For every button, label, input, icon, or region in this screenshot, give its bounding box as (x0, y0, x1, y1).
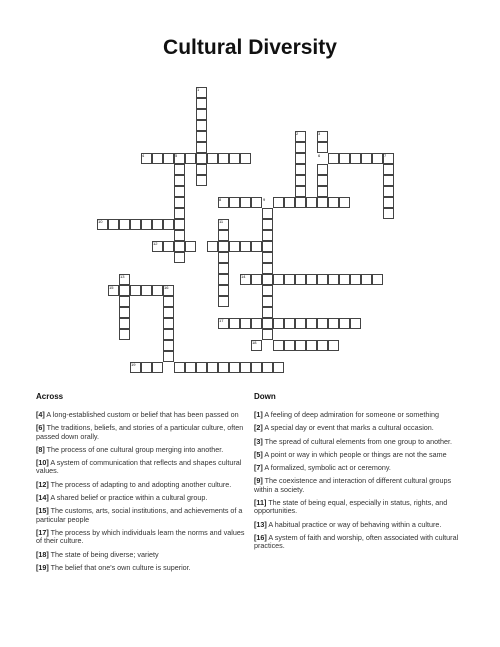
grid-cell[interactable] (251, 362, 262, 373)
grid-cell[interactable] (174, 219, 185, 230)
grid-cell[interactable] (262, 274, 273, 285)
clue-label: [9] (254, 476, 263, 486)
grid-cell[interactable] (262, 296, 273, 307)
grid-cell[interactable] (339, 274, 350, 285)
clue-text: A point or way in which people or things are not the same (262, 449, 447, 459)
clue-label: [12] (36, 479, 49, 489)
grid-cell[interactable] (196, 164, 207, 175)
grid-cell[interactable] (372, 274, 383, 285)
clue-label: [13] (254, 519, 267, 529)
grid-cell[interactable] (295, 318, 306, 329)
clue-label: [18] (36, 549, 49, 559)
grid-cell[interactable] (240, 197, 251, 208)
grid-cell[interactable] (251, 318, 262, 329)
across-clue (36, 564, 246, 572)
grid-cell[interactable] (119, 285, 130, 296)
grid-cell[interactable] (240, 153, 251, 164)
across-clue (36, 551, 246, 559)
grid-cell[interactable] (196, 175, 207, 186)
grid-cell[interactable] (306, 340, 317, 351)
grid-cell[interactable] (207, 241, 218, 252)
across-clue (36, 481, 246, 489)
clue-label: [17] (36, 527, 49, 537)
grid-cell[interactable] (174, 241, 185, 252)
clue-text: The traditions, beliefs, and stories of a particular culture, often passed down orally. (36, 423, 244, 441)
grid-cell[interactable] (251, 197, 262, 208)
clue-text: The process of one cultural group merging into another. (44, 444, 224, 454)
down-clue (254, 477, 470, 494)
grid-cell[interactable] (130, 285, 141, 296)
grid-cell[interactable] (328, 318, 339, 329)
grid-cell[interactable] (284, 197, 295, 208)
down-clue (254, 464, 470, 472)
grid-cell[interactable] (174, 197, 185, 208)
grid-cell[interactable] (262, 263, 273, 274)
grid-cell[interactable] (383, 175, 394, 186)
grid-cell[interactable] (218, 153, 229, 164)
grid-cell[interactable] (130, 219, 141, 230)
clue-text: A system of faith and worship, often associated with cultural practices. (254, 532, 459, 551)
across-clue (36, 424, 246, 441)
down-heading: Down (254, 392, 276, 401)
grid-cell[interactable] (273, 274, 284, 285)
clue-number: 11 (219, 219, 224, 224)
grid-cell[interactable] (361, 274, 372, 285)
grid-cell[interactable] (306, 274, 317, 285)
across-clue (36, 446, 246, 454)
grid-cell[interactable] (163, 307, 174, 318)
grid-cell[interactable] (163, 219, 174, 230)
grid-cell[interactable] (350, 153, 361, 164)
grid-cell[interactable] (174, 164, 185, 175)
across-clue (36, 529, 246, 546)
clue-label: [10] (36, 458, 49, 468)
clue-text: The state of being equal, especially in status, rights, and opportunities. (254, 498, 448, 516)
grid-cell[interactable] (163, 241, 174, 252)
grid-cell[interactable] (119, 219, 130, 230)
across-clue (36, 507, 246, 524)
across-heading: Across (36, 392, 64, 401)
grid-cell[interactable] (262, 252, 273, 263)
clue-text: A formalized, symbolic act or ceremony. (262, 463, 391, 473)
grid-cell[interactable] (251, 274, 262, 285)
clue-number: 7 (384, 153, 387, 158)
clue-number: 12 (153, 241, 158, 246)
grid-cell[interactable] (185, 153, 196, 164)
grid-cell[interactable] (295, 186, 306, 197)
clue-number: 4 (142, 153, 145, 158)
grid-cell[interactable] (119, 307, 130, 318)
grid-cell[interactable] (240, 241, 251, 252)
clue-label: [3] (254, 436, 263, 446)
clue-number: 2 (296, 131, 299, 136)
down-clue (254, 521, 470, 529)
down-clue (254, 411, 470, 419)
grid-cell[interactable] (174, 252, 185, 263)
grid-cell[interactable] (383, 197, 394, 208)
clue-number: 6 (318, 153, 321, 158)
grid-cell[interactable] (350, 274, 361, 285)
across-clue-list (36, 411, 246, 572)
grid-cell[interactable] (218, 241, 229, 252)
grid-cell[interactable] (361, 153, 372, 164)
clue-number: 8 (219, 197, 222, 202)
grid-cell[interactable] (218, 263, 229, 274)
clue-number: 17 (219, 318, 224, 323)
across-clue (36, 494, 246, 502)
clue-number: 9 (263, 197, 266, 202)
grid-cell[interactable] (328, 153, 339, 164)
grid-cell[interactable] (163, 296, 174, 307)
grid-cell[interactable] (339, 197, 350, 208)
grid-cell[interactable] (152, 219, 163, 230)
grid-cell[interactable] (306, 197, 317, 208)
grid-cell[interactable] (262, 285, 273, 296)
clue-text: A system of communication that reflects and shapes cultural values. (36, 458, 242, 476)
clue-label: [6] (36, 423, 45, 433)
clue-number: 18 (252, 340, 257, 345)
clue-label: [15] (36, 506, 49, 516)
clue-label: [16] (254, 532, 267, 542)
clue-text: A special day or event that marks a cultural occasion. (262, 423, 434, 433)
grid-cell[interactable] (207, 153, 218, 164)
clue-label: [5] (254, 449, 263, 459)
grid-cell[interactable] (328, 274, 339, 285)
clue-text: The state of being diverse; variety (48, 549, 159, 559)
grid-cell[interactable] (119, 318, 130, 329)
grid-cell[interactable] (317, 164, 328, 175)
grid-cell[interactable] (262, 307, 273, 318)
grid-cell[interactable] (141, 285, 152, 296)
grid-cell[interactable] (218, 252, 229, 263)
grid-cell[interactable] (196, 120, 207, 131)
clue-number: 1 (197, 87, 200, 92)
grid-cell[interactable] (350, 318, 361, 329)
grid-cell[interactable] (273, 340, 284, 351)
grid-cell[interactable] (196, 131, 207, 142)
clue-text: The customs, arts, social institutions, and achievements of a particular people (36, 506, 243, 524)
clue-label: [8] (36, 444, 45, 454)
grid-cell[interactable] (196, 142, 207, 153)
clue-text: The process of adapting to and adopting another culture. (48, 479, 232, 489)
clue-number: 14 (241, 274, 246, 279)
grid-cell[interactable] (218, 230, 229, 241)
down-clue (254, 534, 470, 551)
clue-label: [7] (254, 463, 263, 473)
clue-number: 10 (98, 219, 103, 224)
clue-label: [11] (254, 498, 267, 508)
grid-cell[interactable] (339, 153, 350, 164)
grid-cell[interactable] (119, 329, 130, 340)
grid-cell[interactable] (163, 153, 174, 164)
grid-cell[interactable] (196, 362, 207, 373)
grid-cell[interactable] (152, 153, 163, 164)
grid-cell[interactable] (163, 340, 174, 351)
grid-cell[interactable] (196, 109, 207, 120)
grid-cell[interactable] (317, 274, 328, 285)
grid-cell[interactable] (185, 241, 196, 252)
clue-text: The coexistence and interaction of different cultural groups within a society. (254, 476, 452, 494)
clue-text: A feeling of deep admiration for someone or something (262, 410, 439, 419)
clue-number: 13 (120, 274, 125, 279)
grid-cell[interactable] (295, 153, 306, 164)
grid-cell[interactable] (229, 197, 240, 208)
grid-cell[interactable] (317, 186, 328, 197)
grid-cell[interactable] (317, 318, 328, 329)
grid-cell[interactable] (196, 153, 207, 164)
grid-cell[interactable] (317, 142, 328, 153)
clue-number: 15 (109, 285, 114, 290)
grid-cell[interactable] (229, 241, 240, 252)
grid-cell[interactable] (295, 197, 306, 208)
grid-cell[interactable] (229, 362, 240, 373)
clue-label: [19] (36, 562, 49, 572)
grid-cell[interactable] (295, 175, 306, 186)
grid-cell[interactable] (317, 340, 328, 351)
grid-cell[interactable] (152, 285, 163, 296)
grid-cell[interactable] (174, 362, 185, 373)
grid-cell[interactable] (229, 153, 240, 164)
grid-cell[interactable] (317, 197, 328, 208)
clue-number: 19 (131, 362, 136, 367)
grid-cell[interactable] (262, 241, 273, 252)
grid-cell[interactable] (174, 186, 185, 197)
clue-text: The process by which individuals learn the norms and values of their culture. (36, 527, 245, 546)
grid-cell[interactable] (284, 340, 295, 351)
grid-cell[interactable] (372, 153, 383, 164)
across-clue (36, 459, 246, 476)
grid-cell[interactable] (141, 362, 152, 373)
grid-cell[interactable] (284, 274, 295, 285)
grid-cell[interactable] (218, 285, 229, 296)
clue-number: 5 (175, 153, 178, 158)
grid-cell[interactable] (152, 362, 163, 373)
grid-cell[interactable] (284, 318, 295, 329)
grid-cell[interactable] (218, 296, 229, 307)
grid-cell[interactable] (273, 197, 284, 208)
grid-cell[interactable] (174, 208, 185, 219)
clue-label: [2] (254, 423, 263, 433)
grid-cell[interactable] (218, 274, 229, 285)
grid-cell[interactable] (119, 296, 130, 307)
grid-cell[interactable] (240, 318, 251, 329)
grid-cell[interactable] (328, 340, 339, 351)
grid-cell[interactable] (207, 362, 218, 373)
grid-cell[interactable] (240, 362, 251, 373)
grid-cell[interactable] (383, 164, 394, 175)
clue-text: A long-established custom or belief that has been passed on (44, 410, 239, 419)
page-title: Cultural Diversity (163, 36, 337, 59)
grid-cell[interactable] (218, 362, 229, 373)
grid-cell[interactable] (383, 186, 394, 197)
clue-label: [14] (36, 493, 49, 503)
grid-cell[interactable] (251, 241, 262, 252)
grid-cell[interactable] (383, 208, 394, 219)
clue-text: A habitual practice or way of behaving within a culture. (266, 519, 442, 529)
grid-cell[interactable] (295, 340, 306, 351)
clue-text: The belief that one's own culture is superior. (48, 562, 191, 572)
down-clue-list (254, 411, 470, 551)
grid-cell[interactable] (262, 219, 273, 230)
grid-cell[interactable] (262, 230, 273, 241)
clue-text: The spread of cultural elements from one group to another. (262, 436, 453, 446)
grid-cell[interactable] (262, 208, 273, 219)
grid-cell[interactable] (141, 219, 152, 230)
grid-cell[interactable] (328, 197, 339, 208)
grid-cell[interactable] (174, 230, 185, 241)
grid-cell[interactable] (262, 318, 273, 329)
grid-cell[interactable] (262, 362, 273, 373)
grid-cell[interactable] (273, 362, 284, 373)
grid-cell[interactable] (174, 175, 185, 186)
grid-cell[interactable] (295, 142, 306, 153)
clue-number: 16 (164, 285, 169, 290)
down-clue (254, 451, 470, 459)
grid-cell[interactable] (163, 329, 174, 340)
grid-cell[interactable] (163, 318, 174, 329)
grid-cell[interactable] (317, 175, 328, 186)
grid-cell[interactable] (108, 219, 119, 230)
grid-cell[interactable] (163, 351, 174, 362)
grid-cell[interactable] (295, 164, 306, 175)
down-clue (254, 438, 470, 446)
down-clues (254, 392, 470, 556)
grid-cell[interactable] (339, 318, 350, 329)
across-clue (36, 411, 246, 419)
clue-label: [4] (36, 410, 45, 419)
grid-cell[interactable] (306, 318, 317, 329)
grid-cell[interactable] (295, 274, 306, 285)
grid-cell[interactable] (229, 318, 240, 329)
grid-cell[interactable] (262, 329, 273, 340)
down-clue (254, 499, 470, 516)
grid-cell[interactable] (273, 318, 284, 329)
clue-label: [1] (254, 410, 263, 419)
grid-cell[interactable] (185, 362, 196, 373)
grid-cell[interactable] (196, 98, 207, 109)
down-clue (254, 424, 470, 432)
across-clues (36, 392, 246, 577)
clue-text: A shared belief or practice within a cultural group. (48, 493, 208, 503)
clue-number: 3 (318, 131, 321, 136)
